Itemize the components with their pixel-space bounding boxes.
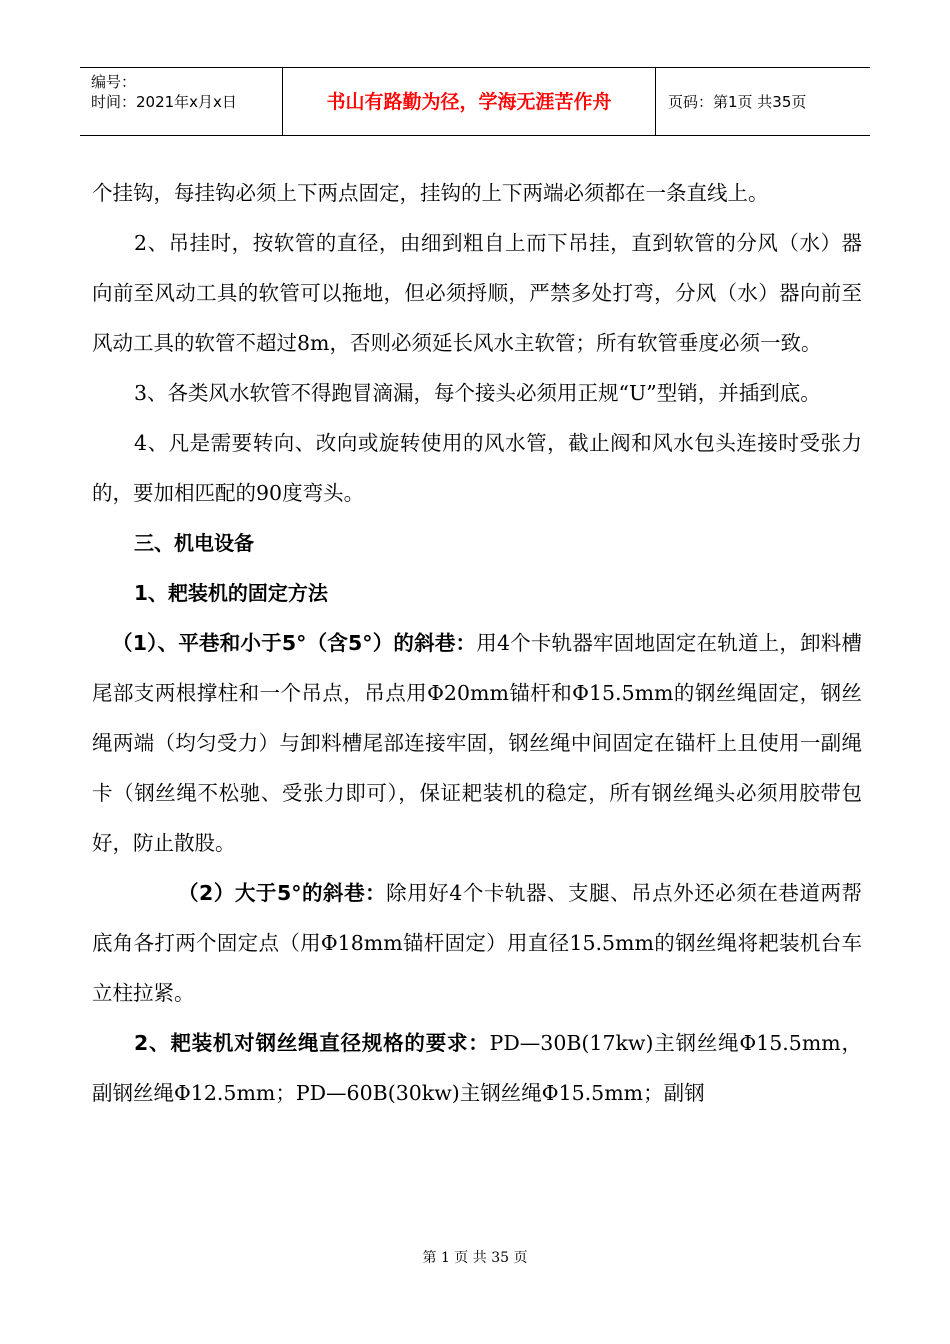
paragraph-hanging-method: 2、吊挂时，按软管的直径，由细到粗自上而下吊挂，直到软管的分风（水）器向前至风动工具的软管可以拖地，但必须捋顺，严禁多处打弯，分风（水）器向前至风动工具的软管不超过8m，否则必须延长风水主软管；所有软管垂度必须一致。 [92, 231, 862, 355]
paragraph-no-leaks: 3、各类风水软管不得跑冒滴漏，每个接头必须用正规“U”型销，并插到底。 [134, 381, 821, 405]
subheading-loader-fixing: 1、耙装机的固定方法 [134, 581, 328, 605]
paragraph-flat-roadway [92, 618, 862, 868]
header-motto: 书山有路勤为径，学海无涯苦作舟 [283, 68, 656, 135]
document-body [92, 168, 862, 1118]
header-number-label: 编号： [91, 73, 137, 91]
section-heading-equipment: 三、机电设备 [134, 531, 254, 555]
paragraph-text-rope: PD—30B(17kw)主钢丝绳Φ15.5mm，副钢丝绳Φ12.5mm；PD—60B(30kw)主钢丝绳Φ15.5mm；副钢 [92, 1031, 862, 1105]
page-footer: 第 1 页 共 35 页 [422, 1250, 528, 1266]
paragraph-hook-fixing: 个挂钩，每挂钩必须上下两点固定，挂钩的上下两端必须都在一条直线上。 [92, 181, 769, 205]
paragraph-steep-roadway [92, 868, 862, 1018]
header-date-label: 时间：2021年x月x日 [91, 93, 237, 111]
header-page-info: 页码：第1页 共35页 [668, 93, 807, 111]
header-meta [80, 68, 283, 135]
paragraph-text-steep: 除用好4个卡轨器、支腿、吊点外还必须在巷道两帮底角各打两个固定点（用Φ18mm锚杆固定）用直径15.5mm的钢丝绳将耙装机台车立柱拉紧。 [92, 881, 863, 1005]
paragraph-rope-spec [92, 1018, 862, 1118]
paragraph-lead-flat: （1）、平巷和小于5°（含5°）的斜巷： [112, 631, 477, 655]
paragraph-text-flat: 用4个卡轨器牢固地固定在轨道上，卸料槽尾部支两根撑柱和一个吊点，吊点用Φ20mm锚杆和Φ15.5mm的钢丝绳固定，钢丝绳两端（均匀受力）与卸料槽尾部连接牢固，钢丝绳中间固定在锚杆上且使用一副绳卡（钢丝绳不松驰、受张力即可），保证耙装机的稳定，所有钢丝绳头必须用胶带包好，防止散股。 [92, 631, 862, 855]
paragraph-elbow-joint: 4、凡是需要转向、改向或旋转使用的风水管，截止阀和风水包头连接时受张力的，要加相匹配的90度弯头。 [92, 431, 862, 505]
paragraph-lead-steep: （2）大于5°的斜巷： [178, 881, 387, 905]
page-header [80, 67, 870, 136]
paragraph-lead-rope: 2、耙装机对钢丝绳直径规格的要求： [134, 1031, 490, 1055]
